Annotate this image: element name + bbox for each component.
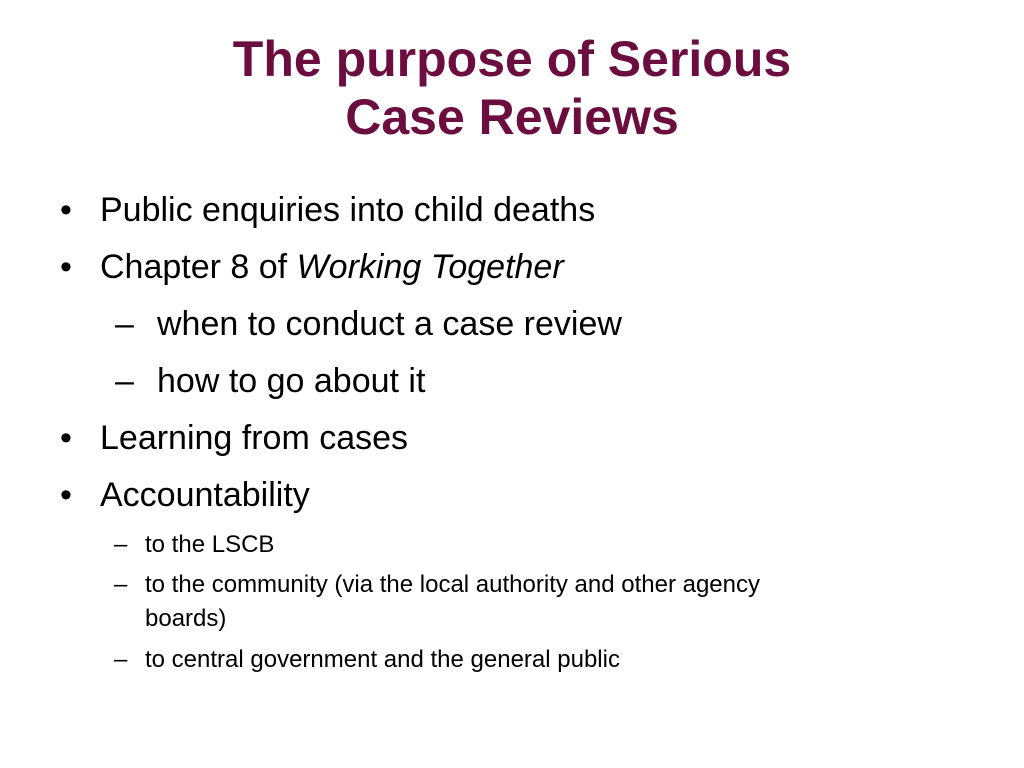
bullet-marker: • (60, 419, 72, 457)
dash-marker: – (114, 646, 128, 673)
bullet-text: Learning from cases (100, 419, 409, 457)
sub-item-text-line-2: boards) (145, 605, 227, 632)
sub-item-text: when to conduct a case review (157, 305, 622, 343)
slide-title-line-1: The purpose of Serious (232, 31, 792, 87)
bullet-marker: • (60, 191, 72, 229)
slide-title-line-2: Case Reviews (345, 89, 679, 145)
dash-marker: – (114, 571, 128, 598)
bullet-marker: • (60, 248, 72, 286)
bullet-text-plain: Chapter 8 of (100, 248, 297, 286)
bullet-text (100, 247, 564, 287)
dash-marker: – (115, 362, 134, 400)
dash-marker: – (114, 531, 128, 558)
sub-item-text: to central government and the general public (145, 646, 620, 673)
sub-item-text: how to go about it (157, 362, 426, 400)
bullet-text: Accountability (100, 476, 310, 514)
bullet-text-italic: Working Together (296, 248, 564, 286)
bullet-text: Public enquiries into child deaths (100, 191, 596, 229)
bullet-marker: • (60, 476, 72, 514)
dash-marker: – (115, 305, 134, 343)
sub-item-text: to the LSCB (145, 531, 275, 558)
sub-item-text-line-1: to the community (via the local authority and other agency (145, 571, 760, 598)
